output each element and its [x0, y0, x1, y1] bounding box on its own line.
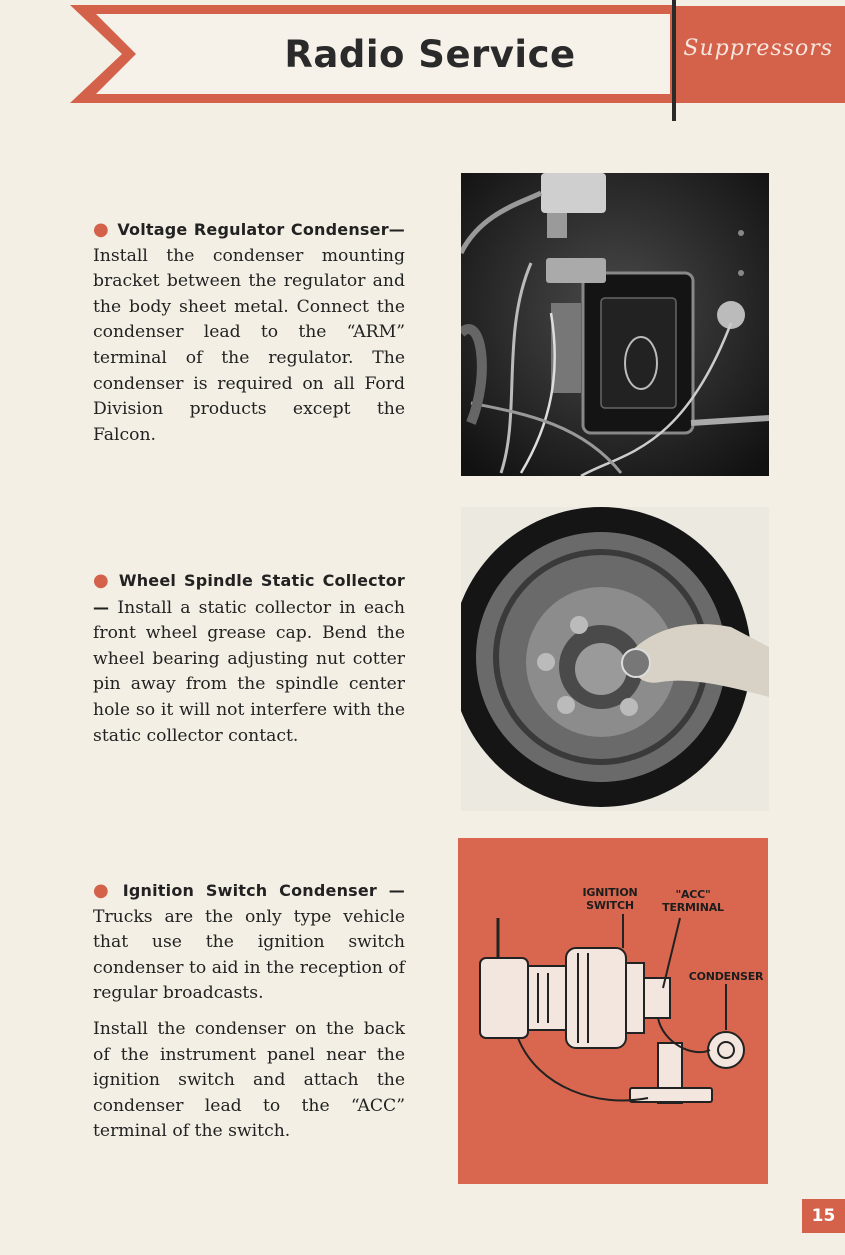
- label-acc-terminal: "ACC" TERMINAL: [662, 888, 724, 914]
- item-wheel-spindle: [93, 568, 405, 749]
- switch-drawing: [458, 838, 768, 1184]
- item-paragraph: Install the condenser on the back of the instrument panel near the ignition switch and attach the condenser lead to the “ACC” terminal of the switch.: [93, 1018, 405, 1142]
- item-paragraph: [93, 568, 405, 749]
- item-paragraph: [93, 217, 405, 448]
- item-text: Install a static collector in each front wheel grease cap. Bend the wheel bearing adjusting nut cotter pin away from the spindle center hole so it will not interfere with the static collector contact.: [93, 597, 406, 746]
- ignition-switch-diagram: [458, 838, 768, 1184]
- item-paragraph: [93, 878, 405, 1007]
- item-heading: Ignition Switch Condenser —: [122, 881, 405, 900]
- item-text: Trucks are the only type vehicle that use the ignition switch condenser to aid in the reception of regular broadcasts.: [93, 906, 405, 1004]
- page-number: 15: [802, 1199, 845, 1233]
- item-text: Install the condenser mounting bracket between the regulator and the body sheet metal. Connect the condenser lead to the “ARM” terminal of the regulator. The condenser is required on all Ford Division products except the Falcon.: [93, 245, 405, 445]
- regulator-photo: [461, 173, 769, 476]
- bullet-icon: ●: [93, 570, 111, 591]
- item-heading: Wheel Spindle Static Collector—: [93, 571, 405, 617]
- wheel-photo: [461, 507, 769, 811]
- label-condenser: CONDENSER: [688, 970, 764, 983]
- header-banner: [70, 5, 676, 103]
- section-label: Suppressors: [683, 36, 833, 61]
- label-ignition-switch: IGNITION SWITCH: [582, 886, 638, 912]
- item-heading: Voltage Regulator Condenser—: [117, 220, 405, 239]
- item-voltage-regulator: [93, 217, 405, 448]
- bullet-icon: ●: [93, 219, 110, 240]
- page-title: Radio Service: [284, 33, 576, 76]
- section-tab: [676, 6, 845, 103]
- bullet-icon: ●: [93, 880, 115, 901]
- item-ignition-switch: [93, 878, 405, 1145]
